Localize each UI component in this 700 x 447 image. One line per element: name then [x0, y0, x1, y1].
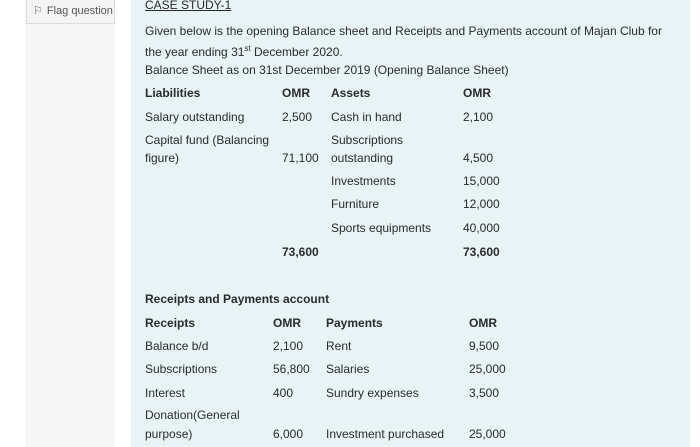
rp-row-payment-amount: 3,500: [469, 386, 500, 400]
bs-cash-value: 2,100: [463, 110, 494, 124]
rp-donation-line1: Donation(General: [145, 408, 240, 422]
rp-row-payment: Salaries: [326, 362, 370, 376]
rp-header-receipts: Receipts: [145, 316, 196, 330]
rp-title: Receipts and Payments account: [145, 292, 330, 306]
flag-question-label: Flag question: [46, 5, 113, 17]
bs-header-omr-assets: OMR: [463, 86, 491, 100]
rp-row-receipt: Subscriptions: [145, 362, 218, 376]
intro-text-before: Given below is the opening Balance sheet and Receipts and Payments account of Majan Club for the year ending 31: [145, 24, 662, 59]
bs-capital-line2: figure): [145, 151, 180, 165]
bs-capital-value: 71,100: [282, 151, 319, 165]
rp-row-receipt-amount: 2,100: [273, 339, 304, 353]
balance-sheet-title: Balance Sheet as on 31st December 2019 (Opening Balance Sheet): [145, 63, 509, 77]
case-title: CASE STUDY-1: [145, 0, 232, 12]
rp-header-omr-receipts: OMR: [273, 316, 301, 330]
bs-sports-value: 40,000: [463, 221, 500, 235]
rp-row-payment-amount: 25,000: [469, 362, 506, 376]
bs-salary-outstanding: Salary outstanding: [145, 110, 245, 124]
rp-row-receipt-amount: 400: [273, 386, 294, 400]
rp-header-omr-payments: OMR: [469, 316, 497, 330]
bs-subs-line2: outstanding: [331, 151, 394, 165]
bs-investments-value: 15,000: [463, 174, 500, 188]
bs-investments: Investments: [331, 174, 396, 188]
bs-furniture-value: 12,000: [463, 197, 500, 211]
bs-total-assets: 73,600: [463, 245, 500, 259]
question-info-panel: [25, 0, 115, 447]
bs-capital-line1: Capital fund (Balancing: [145, 133, 270, 147]
flag-question-button[interactable]: [26, 0, 115, 24]
rp-row-receipt: Interest: [145, 386, 186, 400]
rp-row-payment: Sundry expenses: [326, 386, 419, 400]
bs-header-assets: Assets: [331, 86, 371, 100]
intro-text: [145, 22, 675, 61]
intro-sup: st: [244, 44, 251, 53]
bs-subs-value: 4,500: [463, 151, 494, 165]
rp-row-receipt: Balance b/d: [145, 339, 209, 353]
bs-header-omr-liabilities: OMR: [282, 86, 310, 100]
intro-text-after: December 2020.: [250, 45, 343, 59]
bs-subs-line1: Subscriptions: [331, 133, 404, 147]
bs-cash-in-hand: Cash in hand: [331, 110, 402, 124]
bs-furniture: Furniture: [331, 197, 380, 211]
rp-header-payments: Payments: [326, 316, 383, 330]
bs-total-liabilities: 73,600: [282, 245, 319, 259]
rp-row-payment: Rent: [326, 339, 352, 353]
bs-sports: Sports equipments: [331, 221, 432, 235]
rp-donation-line2: purpose): [145, 427, 193, 441]
rp-investment-purchased: Investment purchased: [326, 427, 445, 441]
flag-icon: ⚐: [33, 5, 43, 17]
rp-investment-amount: 25,000: [469, 427, 506, 441]
bs-salary-value: 2,500: [282, 110, 313, 124]
rp-row-receipt-amount: 56,800: [273, 362, 310, 376]
rp-donation-amount: 6,000: [273, 427, 304, 441]
bs-header-liabilities: Liabilities: [145, 86, 201, 100]
rp-row-payment-amount: 9,500: [469, 339, 500, 353]
